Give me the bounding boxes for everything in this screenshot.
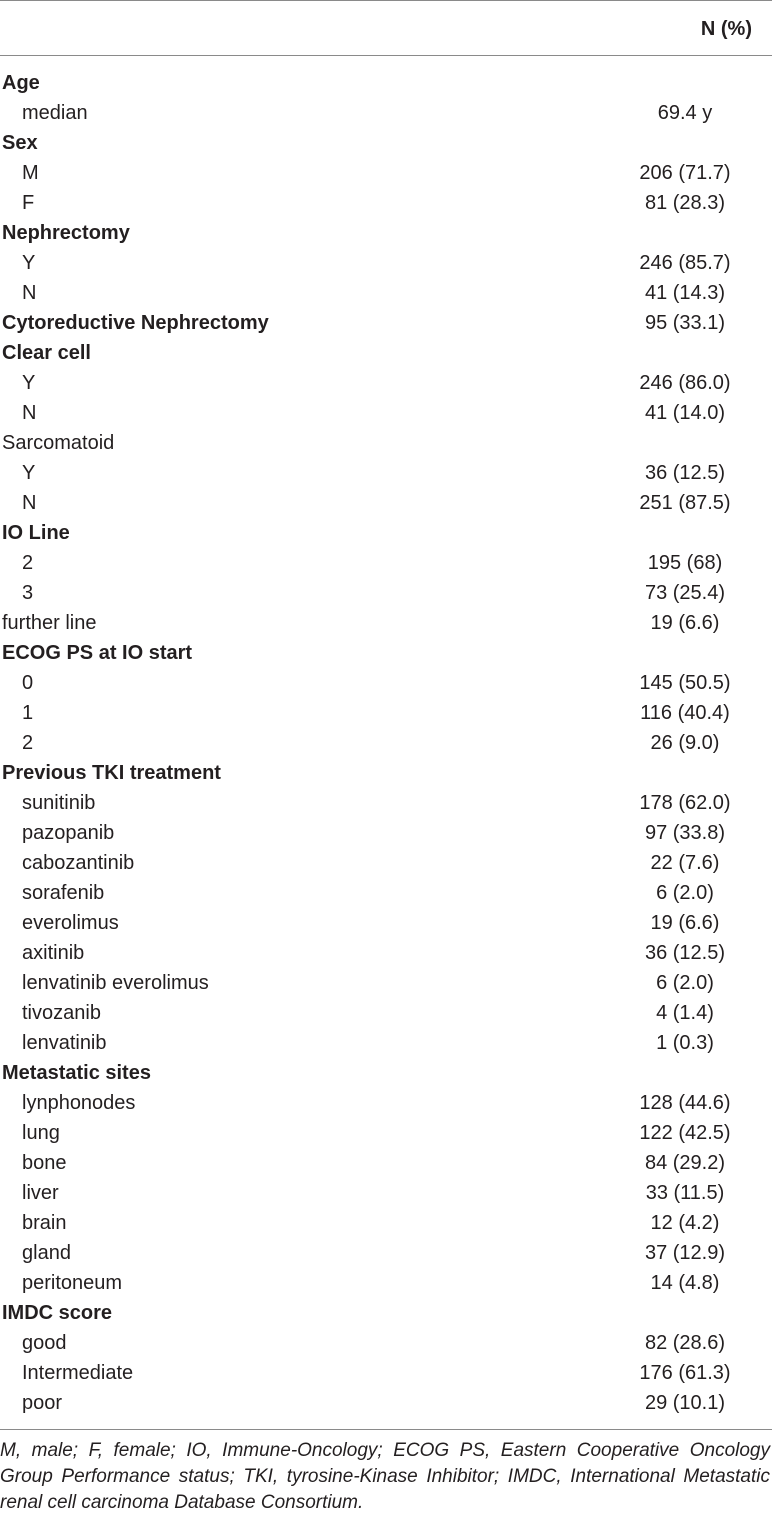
row-value: 6 (2.0) — [656, 882, 714, 904]
table-row — [0, 698, 772, 728]
table-row — [0, 908, 772, 938]
table-row — [0, 278, 772, 308]
row-label: lenvatinib everolimus — [22, 972, 209, 994]
table-row — [0, 1268, 772, 1298]
row-label: N — [22, 402, 37, 424]
row-label: Y — [22, 462, 36, 484]
table-body — [0, 68, 772, 1418]
row-label: gland — [22, 1242, 71, 1264]
row-label: 2 — [22, 552, 34, 574]
row-value: 1 (0.3) — [656, 1032, 714, 1054]
row-value: 73 (25.4) — [644, 582, 726, 604]
table-row — [0, 758, 772, 788]
table-row — [0, 218, 772, 248]
table-row — [0, 188, 772, 218]
row-label: N — [22, 492, 37, 514]
table-row — [0, 818, 772, 848]
row-value: 81 (28.3) — [644, 192, 726, 214]
table-row — [0, 638, 772, 668]
table-footnote: M, male; F, female; IO, Immune-Oncology; ECOG PS, Eastern Cooperative Oncology Group Performance status; TKI, tyrosine-Kinase Inhibitor; IMDC, International Metastatic renal cell carcinoma Database Consortium. — [0, 1440, 770, 1513]
table-row — [0, 1388, 772, 1418]
row-label: Y — [22, 372, 36, 394]
row-section-heading: Clear cell — [2, 342, 91, 364]
table-row — [0, 428, 772, 458]
row-label: peritoneum — [22, 1272, 123, 1294]
table-row — [0, 1208, 772, 1238]
table-row — [0, 968, 772, 998]
row-value: 128 (44.6) — [639, 1092, 731, 1114]
row-value: 84 (29.2) — [644, 1152, 726, 1174]
row-value: 19 (6.6) — [650, 612, 720, 634]
row-section-heading: IMDC score — [2, 1302, 113, 1324]
table-bottom-rule — [0, 1429, 772, 1430]
row-label: further line — [2, 612, 97, 634]
row-section-heading: Cytoreductive Nephrectomy — [2, 312, 269, 334]
table-row — [0, 308, 772, 338]
row-label: N — [22, 282, 37, 304]
row-label: Y — [22, 252, 36, 274]
row-label: lung — [22, 1122, 60, 1144]
table-row — [0, 128, 772, 158]
table-row — [0, 158, 772, 188]
table-row — [0, 1088, 772, 1118]
table-row — [0, 488, 772, 518]
row-label: axitinib — [22, 942, 85, 964]
row-label: poor — [22, 1392, 63, 1414]
row-label: F — [22, 192, 35, 214]
row-section-heading: Sex — [2, 132, 38, 154]
row-label: cabozantinib — [22, 852, 135, 874]
row-value: 33 (11.5) — [645, 1182, 725, 1204]
table-row — [0, 608, 772, 638]
row-value: 116 (40.4) — [640, 702, 730, 724]
row-label: M — [22, 162, 39, 184]
row-value: 206 (71.7) — [639, 162, 731, 184]
row-value: 97 (33.8) — [644, 822, 726, 844]
row-value: 95 (33.1) — [644, 312, 726, 334]
row-label: pazopanib — [22, 822, 115, 844]
table-row — [0, 368, 772, 398]
table-row — [0, 458, 772, 488]
row-label: sunitinib — [22, 792, 96, 814]
row-section-heading: Metastatic sites — [2, 1062, 151, 1084]
table-row — [0, 878, 772, 908]
row-value: 14 (4.8) — [650, 1272, 720, 1294]
table-row — [0, 938, 772, 968]
table-row — [0, 1178, 772, 1208]
row-value: 4 (1.4) — [656, 1002, 714, 1024]
table-row — [0, 998, 772, 1028]
row-value: 69.4 y — [657, 102, 713, 124]
table-row — [0, 578, 772, 608]
row-section-heading: Nephrectomy — [2, 222, 130, 244]
row-label: Intermediate — [22, 1362, 134, 1384]
table-row — [0, 728, 772, 758]
table-row — [0, 1028, 772, 1058]
row-value: 246 (85.7) — [639, 252, 731, 274]
row-section-heading: ECOG PS at IO start — [2, 642, 193, 664]
table-row — [0, 1118, 772, 1148]
table-row — [0, 848, 772, 878]
table-row — [0, 248, 772, 278]
row-section-heading: Previous TKI treatment — [2, 762, 221, 784]
row-value: 26 (9.0) — [650, 732, 720, 754]
row-value: 19 (6.6) — [650, 912, 720, 934]
table-row — [0, 398, 772, 428]
row-label: 1 — [22, 702, 34, 724]
table-header-row — [0, 0, 772, 56]
row-value: 82 (28.6) — [644, 1332, 726, 1354]
table-row — [0, 668, 772, 698]
column-header-n-percent: N (%) — [700, 18, 752, 40]
table-row — [0, 1238, 772, 1268]
table-row — [0, 548, 772, 578]
row-value: 122 (42.5) — [639, 1122, 731, 1144]
row-value: 12 (4.2) — [650, 1212, 720, 1234]
row-label: good — [22, 1332, 67, 1354]
row-section-heading: Age — [2, 72, 40, 94]
row-value: 251 (87.5) — [639, 492, 731, 514]
table-row — [0, 1358, 772, 1388]
header-bottom-rule — [0, 55, 772, 56]
table-row — [0, 98, 772, 128]
row-label: 3 — [22, 582, 34, 604]
table-row — [0, 1058, 772, 1088]
table-row — [0, 518, 772, 548]
table-row — [0, 68, 772, 98]
row-value: 41 (14.0) — [644, 402, 726, 424]
table-row — [0, 1148, 772, 1178]
row-value: 41 (14.3) — [644, 282, 726, 304]
row-label: 2 — [22, 732, 34, 754]
row-label: brain — [22, 1212, 67, 1234]
row-value: 145 (50.5) — [639, 672, 731, 694]
row-label: lenvatinib — [22, 1032, 107, 1054]
table-row — [0, 338, 772, 368]
row-label: median — [22, 102, 88, 124]
row-value: 6 (2.0) — [656, 972, 714, 994]
row-label: lynphonodes — [22, 1092, 136, 1114]
row-label: Sarcomatoid — [2, 432, 115, 454]
row-label: liver — [22, 1182, 59, 1204]
row-label: 0 — [22, 672, 34, 694]
row-value: 22 (7.6) — [650, 852, 720, 874]
row-section-heading: IO Line — [2, 522, 70, 544]
table-row — [0, 788, 772, 818]
row-value: 36 (12.5) — [644, 942, 726, 964]
row-label: sorafenib — [22, 882, 105, 904]
row-label: tivozanib — [22, 1002, 101, 1024]
row-value: 246 (86.0) — [639, 372, 731, 394]
row-value: 37 (12.9) — [644, 1242, 726, 1264]
row-value: 195 (68) — [647, 552, 723, 574]
row-value: 178 (62.0) — [639, 792, 731, 814]
table-row — [0, 1298, 772, 1328]
row-value: 29 (10.1) — [644, 1392, 726, 1414]
row-value: 36 (12.5) — [644, 462, 726, 484]
row-value: 176 (61.3) — [639, 1362, 731, 1384]
row-label: everolimus — [22, 912, 119, 934]
table-row — [0, 1328, 772, 1358]
row-label: bone — [22, 1152, 67, 1174]
